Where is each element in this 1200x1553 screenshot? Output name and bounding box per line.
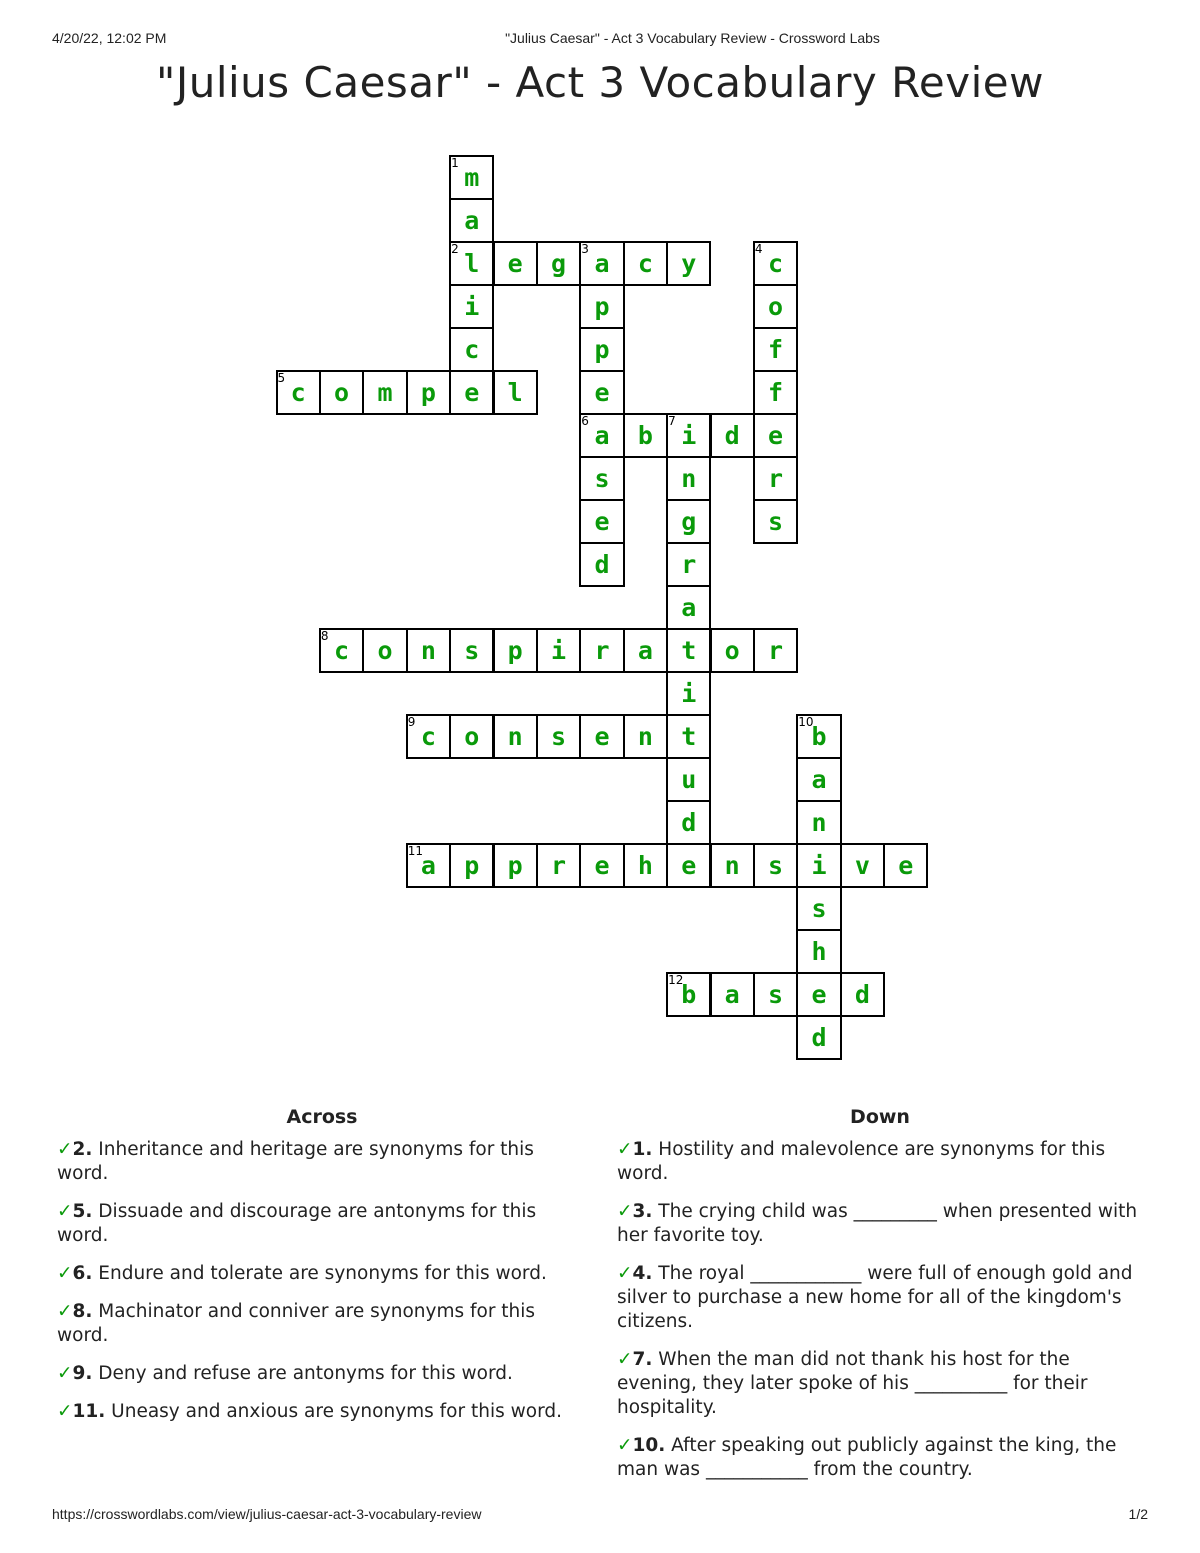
grid-cell[interactable] — [580, 414, 623, 457]
grid-cell[interactable] — [754, 457, 797, 500]
cell-letter: n — [724, 851, 740, 880]
clue-item — [57, 1400, 587, 1424]
cell-letter: o — [377, 636, 393, 665]
clue-text: Inheritance and heritage are synonyms for this word. — [57, 1139, 534, 1184]
grid-cell[interactable] — [754, 629, 797, 672]
clue-item — [57, 1262, 587, 1286]
clue-item — [57, 1138, 587, 1186]
checkmark-icon: ✓ — [617, 1139, 633, 1160]
grid-cell[interactable] — [537, 844, 580, 887]
checkmark-icon: ✓ — [617, 1201, 633, 1222]
grid-cell[interactable] — [494, 844, 537, 887]
grid-cell[interactable] — [580, 371, 623, 414]
cell-letter: c — [334, 636, 350, 665]
grid-cell[interactable] — [320, 371, 363, 414]
cell-letter: i — [811, 851, 827, 880]
grid-cell[interactable] — [754, 371, 797, 414]
grid-cell[interactable] — [754, 285, 797, 328]
cell-letter: e — [768, 421, 784, 450]
grid-cell[interactable] — [667, 457, 710, 500]
cell-letter: t — [681, 636, 697, 665]
grid-cell[interactable] — [537, 629, 580, 672]
cell-letter: s — [768, 507, 784, 536]
checkmark-icon: ✓ — [617, 1349, 633, 1370]
cell-letter: r — [681, 550, 697, 579]
grid-cell[interactable] — [667, 672, 710, 715]
checkmark-icon: ✓ — [617, 1435, 633, 1456]
grid-cell[interactable] — [580, 629, 623, 672]
clue-text: The royal ____________ were full of enough gold and silver to purchase a new home for all of the kingdom's citizens. — [617, 1263, 1133, 1332]
cell-letter: d — [681, 808, 697, 837]
cell-letter: o — [768, 292, 784, 321]
down-clue-list — [617, 1138, 1147, 1496]
clue-text: Deny and refuse are antonyms for this word. — [92, 1363, 513, 1384]
cell-letter: u — [681, 765, 697, 794]
grid-cell[interactable] — [797, 930, 840, 973]
grid-cell[interactable] — [407, 715, 450, 758]
grid-cell[interactable] — [667, 758, 710, 801]
clue-number: 11 — [407, 844, 423, 858]
grid-cell[interactable] — [407, 844, 450, 887]
grid-cell[interactable] — [277, 371, 320, 414]
checkmark-icon: ✓ — [57, 1201, 73, 1222]
checkmark-icon: ✓ — [617, 1263, 633, 1284]
clue-text: After speaking out publicly against the king, the man was ___________ from the country. — [617, 1435, 1117, 1480]
grid-cell[interactable] — [667, 414, 710, 457]
cell-letter: a — [637, 636, 653, 665]
across-clue-list — [57, 1138, 587, 1438]
clue-item — [57, 1200, 587, 1248]
clue-text: Machinator and conniver are synonyms for this word. — [57, 1301, 536, 1346]
across-heading: Across — [286, 1106, 358, 1128]
clue-number: 12 — [668, 973, 684, 987]
cell-letter: i — [464, 292, 480, 321]
grid-cell[interactable] — [450, 242, 493, 285]
cell-letter: y — [681, 249, 697, 278]
grid-cell[interactable] — [580, 543, 623, 586]
grid-cell[interactable] — [754, 328, 797, 371]
grid-cell[interactable] — [580, 285, 623, 328]
grid-cell[interactable] — [711, 844, 754, 887]
clue-number: 10 — [798, 715, 814, 729]
cell-letter: d — [854, 980, 870, 1009]
cell-letter: p — [420, 378, 436, 407]
cell-letter: m — [464, 163, 480, 192]
grid-cell[interactable] — [754, 242, 797, 285]
cell-letter: a — [724, 980, 740, 1009]
grid-cell[interactable] — [667, 973, 710, 1016]
grid-cell[interactable] — [624, 242, 667, 285]
grid-cell[interactable] — [797, 973, 840, 1016]
cell-letter: a — [811, 765, 827, 794]
clue-number: 4 — [754, 242, 763, 256]
clue-number: 3 — [581, 242, 589, 256]
cell-letter: s — [594, 464, 610, 493]
cell-letter: d — [811, 1023, 827, 1052]
clue-number: 1 — [451, 156, 459, 170]
cell-letter: i — [551, 636, 567, 665]
clue-number: 4. — [632, 1263, 653, 1284]
clue-number: 5 — [277, 371, 286, 385]
cell-letter: e — [594, 722, 610, 751]
cell-letter: a — [420, 851, 436, 880]
grid-cell[interactable] — [667, 844, 710, 887]
cell-letter: r — [594, 636, 610, 665]
grid-cell[interactable] — [494, 242, 537, 285]
cell-letter: e — [898, 851, 914, 880]
clue-number: 2 — [451, 242, 459, 256]
grid-cell[interactable] — [884, 844, 927, 887]
cell-letter: h — [811, 937, 827, 966]
grid-cell[interactable] — [797, 1016, 840, 1059]
cell-letter: f — [768, 378, 784, 407]
cell-letter: o — [464, 722, 480, 751]
cell-letter: l — [464, 249, 480, 278]
grid-cell[interactable] — [450, 715, 493, 758]
cell-letter: g — [681, 507, 697, 536]
checkmark-icon: ✓ — [57, 1139, 73, 1160]
down-heading: Down — [850, 1106, 910, 1128]
clue-number: 6. — [72, 1263, 93, 1284]
cell-letter: c — [290, 378, 306, 407]
cell-letter: e — [681, 851, 697, 880]
grid-cell[interactable] — [797, 887, 840, 930]
clue-number: 8 — [320, 629, 329, 643]
cell-letter: e — [594, 378, 610, 407]
cell-letter: r — [768, 636, 784, 665]
cell-letter: r — [768, 464, 784, 493]
grid-cell[interactable] — [797, 758, 840, 801]
cell-letter: n — [811, 808, 827, 837]
clue-item — [57, 1300, 587, 1348]
cell-letter: o — [724, 636, 740, 665]
grid-cell[interactable] — [450, 844, 493, 887]
cell-letter: p — [594, 292, 610, 321]
grid-cell[interactable] — [580, 715, 623, 758]
grid-cell[interactable] — [494, 629, 537, 672]
grid-cell[interactable] — [537, 242, 580, 285]
grid-cell[interactable] — [841, 973, 884, 1016]
cell-letter: e — [594, 851, 610, 880]
clue-number: 8. — [72, 1301, 93, 1322]
cell-letter: n — [637, 722, 653, 751]
clue-text: The crying child was _________ when presented with her favorite toy. — [617, 1201, 1138, 1246]
cell-letter: f — [768, 335, 784, 364]
cell-letter: a — [594, 249, 610, 278]
cell-letter: c — [420, 722, 436, 751]
cell-letter: d — [594, 550, 610, 579]
cell-letter: l — [507, 378, 523, 407]
cell-letter: i — [681, 421, 697, 450]
cell-letter: g — [551, 249, 567, 278]
grid-cell[interactable] — [711, 629, 754, 672]
clue-number: 3. — [632, 1201, 653, 1222]
cell-letter: s — [464, 636, 480, 665]
checkmark-icon: ✓ — [57, 1301, 73, 1322]
grid-cell[interactable] — [711, 414, 754, 457]
print-page-title: "Julius Caesar" - Act 3 Vocabulary Review - Crossword Labs — [505, 30, 880, 46]
grid-cell[interactable] — [624, 414, 667, 457]
clue-number: 2. — [72, 1139, 93, 1160]
grid-cell[interactable] — [797, 801, 840, 844]
cell-letter: h — [637, 851, 653, 880]
clue-text: Endure and tolerate are synonyms for this word. — [92, 1263, 547, 1284]
clue-item — [617, 1348, 1147, 1420]
grid-cell[interactable] — [450, 328, 493, 371]
clue-item — [617, 1138, 1147, 1186]
checkmark-icon: ✓ — [57, 1363, 73, 1384]
clue-number: 9. — [72, 1363, 93, 1384]
grid-cell[interactable] — [711, 973, 754, 1016]
grid-cell[interactable] — [450, 371, 493, 414]
grid-cell[interactable] — [450, 629, 493, 672]
grid-cell[interactable] — [841, 844, 884, 887]
cell-letter: b — [681, 980, 697, 1009]
cell-letter: a — [681, 593, 697, 622]
cell-letter: n — [681, 464, 697, 493]
cell-letter: n — [507, 722, 523, 751]
grid-cell[interactable] — [667, 801, 710, 844]
cell-letter: s — [811, 894, 827, 923]
clue-number: 1. — [632, 1139, 653, 1160]
cell-letter: e — [464, 378, 480, 407]
clue-item — [617, 1200, 1147, 1248]
cell-letter: p — [507, 636, 523, 665]
clue-text: Dissuade and discourage are antonyms for this word. — [57, 1201, 537, 1246]
grid-cell[interactable] — [624, 715, 667, 758]
cell-letter: d — [724, 421, 740, 450]
grid-cell[interactable] — [537, 715, 580, 758]
cell-letter: e — [811, 980, 827, 1009]
grid-cell[interactable] — [624, 629, 667, 672]
grid-cell[interactable] — [754, 500, 797, 543]
cell-letter: s — [768, 851, 784, 880]
clue-number: 6 — [581, 414, 589, 428]
grid-cell[interactable] — [797, 715, 840, 758]
grid-cell[interactable] — [797, 844, 840, 887]
cell-letter: e — [507, 249, 523, 278]
cell-letter: t — [681, 722, 697, 751]
clue-number: 10. — [632, 1435, 666, 1456]
grid-cell[interactable] — [363, 371, 406, 414]
cell-letter: m — [377, 378, 393, 407]
clue-number: 5. — [72, 1201, 93, 1222]
grid-cell[interactable] — [450, 199, 493, 242]
cell-letter: n — [420, 636, 436, 665]
cell-letter: i — [681, 679, 697, 708]
cell-letter: a — [464, 206, 480, 235]
grid-cell[interactable] — [407, 629, 450, 672]
grid-cell[interactable] — [580, 457, 623, 500]
checkmark-icon: ✓ — [57, 1401, 73, 1422]
clue-number: 7 — [668, 414, 676, 428]
grid-cell[interactable] — [754, 844, 797, 887]
grid-cell[interactable] — [494, 715, 537, 758]
cell-letter: p — [594, 335, 610, 364]
cell-letter: p — [507, 851, 523, 880]
cell-letter: p — [464, 851, 480, 880]
clue-number: 7. — [632, 1349, 653, 1370]
clue-number: 11. — [72, 1401, 106, 1422]
cell-letter: s — [768, 980, 784, 1009]
clue-number: 9 — [407, 715, 416, 729]
cell-letter: a — [594, 421, 610, 450]
grid-cell[interactable] — [363, 629, 406, 672]
grid-cell[interactable] — [407, 371, 450, 414]
grid-cell[interactable] — [494, 371, 537, 414]
clue-text: Uneasy and anxious are synonyms for this word. — [105, 1401, 562, 1422]
clue-text: Hostility and malevolence are synonyms for this word. — [617, 1139, 1106, 1184]
footer-url[interactable]: https://crosswordlabs.com/view/julius-caesar-act-3-vocabulary-review — [52, 1506, 482, 1522]
checkmark-icon: ✓ — [57, 1263, 73, 1284]
cell-letter: c — [768, 249, 784, 278]
clue-item — [57, 1362, 587, 1386]
grid-cell[interactable] — [450, 285, 493, 328]
cell-letter: e — [594, 507, 610, 536]
clue-text: When the man did not thank his host for the evening, they later spoke of his __________ for their hospitality. — [617, 1349, 1088, 1418]
clue-item — [617, 1434, 1147, 1482]
grid-cell[interactable] — [450, 156, 493, 199]
grid-cell[interactable] — [667, 242, 710, 285]
cell-letter: v — [854, 851, 870, 880]
cell-letter: c — [637, 249, 653, 278]
cell-letter: b — [811, 722, 827, 751]
cell-letter: s — [551, 722, 567, 751]
grid-cell[interactable] — [624, 844, 667, 887]
grid-cell[interactable] — [754, 414, 797, 457]
grid-cell[interactable] — [667, 629, 710, 672]
cell-letter: c — [464, 335, 480, 364]
page-title: "Julius Caesar" - Act 3 Vocabulary Review — [156, 58, 1044, 107]
print-datetime: 4/20/22, 12:02 PM — [52, 30, 167, 46]
page-number: 1/2 — [1128, 1506, 1148, 1522]
grid-cell[interactable] — [667, 500, 710, 543]
grid-cell[interactable] — [667, 586, 710, 629]
grid-cell[interactable] — [580, 328, 623, 371]
clue-item — [617, 1262, 1147, 1334]
grid-cell[interactable] — [667, 543, 710, 586]
grid-cell[interactable] — [580, 242, 623, 285]
grid-cell[interactable] — [320, 629, 363, 672]
grid-cell[interactable] — [754, 973, 797, 1016]
grid-cell[interactable] — [580, 500, 623, 543]
cell-letter: o — [334, 378, 350, 407]
grid-cell[interactable] — [667, 715, 710, 758]
grid-cell[interactable] — [580, 844, 623, 887]
cell-letter: r — [551, 851, 567, 880]
cell-letter: b — [637, 421, 653, 450]
